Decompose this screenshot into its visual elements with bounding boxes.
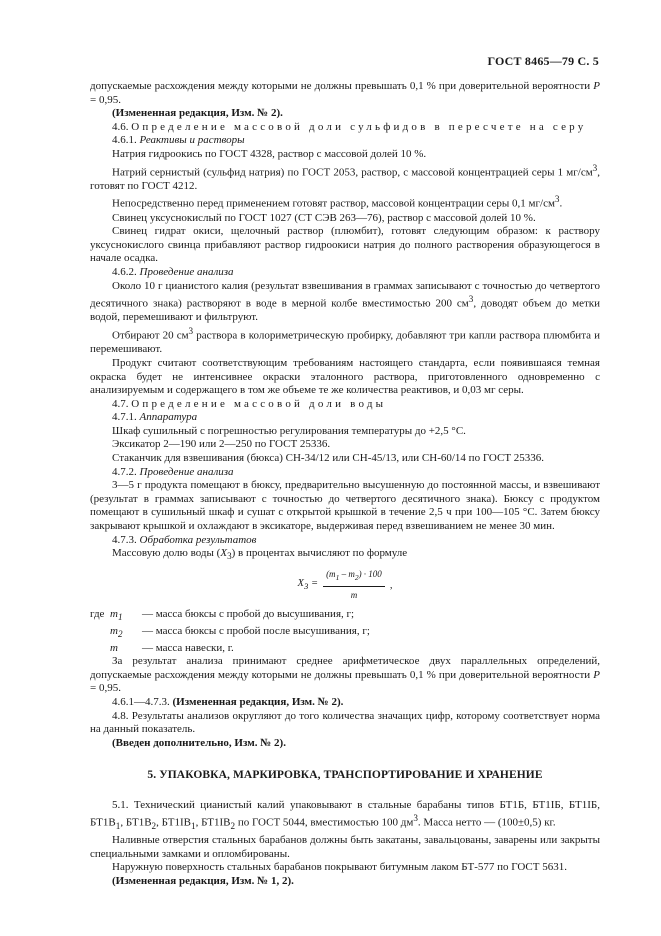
- section-title: 5. УПАКОВКА, МАРКИРОВКА, ТРАНСПОРТИРОВАНИЕ И ХРАНЕНИЕ: [147, 769, 543, 782]
- definition-row: [90, 642, 600, 656]
- paragraph: 4.8. Результаты анализов округляют до того количества значащих цифр, которому соответствует норма на данный показатель.: [90, 709, 600, 736]
- definition-lead: [90, 642, 110, 656]
- definition-row: [90, 625, 600, 642]
- paragraph: 4.6. Определение массовой доли сульфидов в пересчете на серу: [112, 120, 587, 133]
- paragraph: Отбирают 20 $см^3$ раствора в колориметрическую пробирку, добавляют три капли раствора плюмбита и перемешивают.: [90, 326, 601, 356]
- definition-text: — масса бюксы с пробой после высушивания, г;: [142, 624, 370, 637]
- formula-definitions: [90, 608, 600, 655]
- text-blocks-part2: [90, 655, 600, 750]
- text-blocks-part3: [90, 799, 600, 888]
- paragraph: 4.7.2. Проведение анализа: [112, 465, 234, 478]
- paragraph: 3—5 г продукта помещают в бюксу, предварительно высушенную до постоянной массы, и взвешивают (результат в граммах записывают с точностью до четвертого десятичного знака). Бюксу с продуктом помещают в сушильный шкаф и сушат с открытой крышкой в течение 2,5 ч при 100—105 °С. Затем бюксу закрывают крышкой и охлаждают в эксикаторе, выдерживая перед взвешиванием не менее 30 мин.: [90, 479, 600, 533]
- paragraph: Около 10 г цианистого калия (результат взвешивания в граммах записывают с точностью до четвертого десятичного знака) растворяют в воде в мерной колбе вместимостью 200 $см^3$, доводят объем до метки водой, перемешивают и фильтруют.: [90, 279, 600, 324]
- definition-text: — масса бюксы с пробой до высушивания, г;: [142, 607, 355, 620]
- paragraph: 4.6.1—4.7.3. (Измененная редакция, Изм. № 2).: [112, 695, 344, 708]
- paragraph: Натрия гидроокись по ГОСТ 4328, раствор с массовой долей 10 %.: [112, 147, 427, 160]
- paragraph: (Измененная редакция, Изм. № 2).: [112, 107, 283, 120]
- definition-symbol: $m_1$: [110, 607, 123, 623]
- formula-numerator: $(m_1 - m_2) \cdot 100$: [323, 568, 385, 587]
- formula-fraction: [323, 568, 385, 603]
- paragraph: 4.7. Определение массовой доли воды: [112, 397, 387, 410]
- definition-row: [90, 608, 600, 625]
- paragraph: Массовую долю воды $(X_3)$ в процентах вычисляют по формуле: [112, 547, 408, 562]
- text-blocks-part1: [90, 80, 600, 564]
- paragraph: 4.6.1. Реактивы и растворы: [112, 134, 245, 147]
- paragraph: (Измененная редакция, Изм. № 1, 2).: [112, 874, 294, 887]
- paragraph: 5.1. Технический цианистый калий упаковывают в стальные барабаны типов БТ1Б, БТ1ІБ, БТ1ІБ, $БТ1В_1$, $БТ1В_2$, $БТ1ІВ_1$, $БТ1ІВ_2$ по ГОСТ 5044, вместимостью 100 $дм^3$. Масса нетто — (100±0,5) кг.: [90, 798, 600, 832]
- paragraph: Эксикатор 2—190 или 2—250 по ГОСТ 25336.: [112, 438, 331, 451]
- paragraph: Продукт считают соответствующим требованиям настоящего стандарта, если появившаяся темная окраска будет не интенсивнее окраски эталонного раствора, приготовленного одновременно с анализируемым и содержащего в том же объеме те же количества реактивов, и 0,03 мг серы.: [90, 356, 600, 397]
- paragraph: Свинец уксуснокислый по ГОСТ 1027 (СТ СЭВ 263—76), раствор с массовой долей 10 %.: [112, 211, 536, 224]
- paragraph: Стаканчик для взвешивания (бюкса) СН-34/12 или СН-45/13, или СН-60/14 по ГОСТ 25336.: [112, 452, 545, 465]
- formula-lhs: $X_3$ =: [297, 578, 319, 592]
- definition-lead: где: [90, 607, 105, 620]
- paragraph: За результат анализа принимают среднее арифметическое двух параллельных определений, допускаемые расхождения между которыми не должны превышать 0,1 % при доверительной вероятности P = 0,95.: [90, 655, 600, 695]
- paragraph: 4.7.1. Аппаратура: [112, 411, 198, 424]
- page-content: [90, 80, 600, 888]
- paragraph: 4.7.3. Обработка результатов: [112, 533, 257, 546]
- paragraph: (Введен дополнительно, Изм. № 2).: [112, 736, 286, 749]
- formula-x3: [90, 568, 600, 603]
- definition-symbol: m: [110, 641, 118, 654]
- paragraph: допускаемые расхождения между которыми не должны превышать 0,1 % при доверительной вероятности P = 0,95.: [90, 80, 600, 106]
- paragraph: Свинец гидрат окиси, щелочный раствор (плюмбит), готовят следующим образом: к раствору уксуснокислого свинца прибавляют раствор гидроокиси натрия до полного растворения образующегося в начале осадка.: [90, 225, 600, 265]
- definition-lead: [90, 625, 110, 642]
- page-header: ГОСТ 8465—79 С. 5: [487, 54, 599, 68]
- formula-tail: ,: [389, 579, 393, 591]
- paragraph: 4.6.2. Проведение анализа: [112, 266, 234, 279]
- paragraph: Шкаф сушильный с погрешностью регулирования температуры до +2,5 °С.: [112, 424, 466, 437]
- paragraph: Непосредственно перед применением готовят раствор, массовой концентрации серы 0,1 $мг/см^3$.: [112, 194, 563, 211]
- paragraph: Натрий сернистый (сульфид натрия) по ГОСТ 2053, раствор, с массовой концентрацией серы 1 $мг/см^3$, готовят по ГОСТ 4212.: [90, 162, 600, 192]
- formula-denominator: m: [350, 590, 358, 601]
- paragraph: Наливные отверстия стальных барабанов должны быть закатаны, завальцованы, заварены или закрыты специальными замками и опломбированы.: [90, 833, 600, 860]
- definition-text: — масса навески, г.: [142, 641, 234, 654]
- definition-symbol: $m_2$: [110, 624, 123, 639]
- paragraph: Наружную поверхность стальных барабанов покрывают битумным лаком БТ-577 по ГОСТ 5631.: [112, 861, 567, 874]
